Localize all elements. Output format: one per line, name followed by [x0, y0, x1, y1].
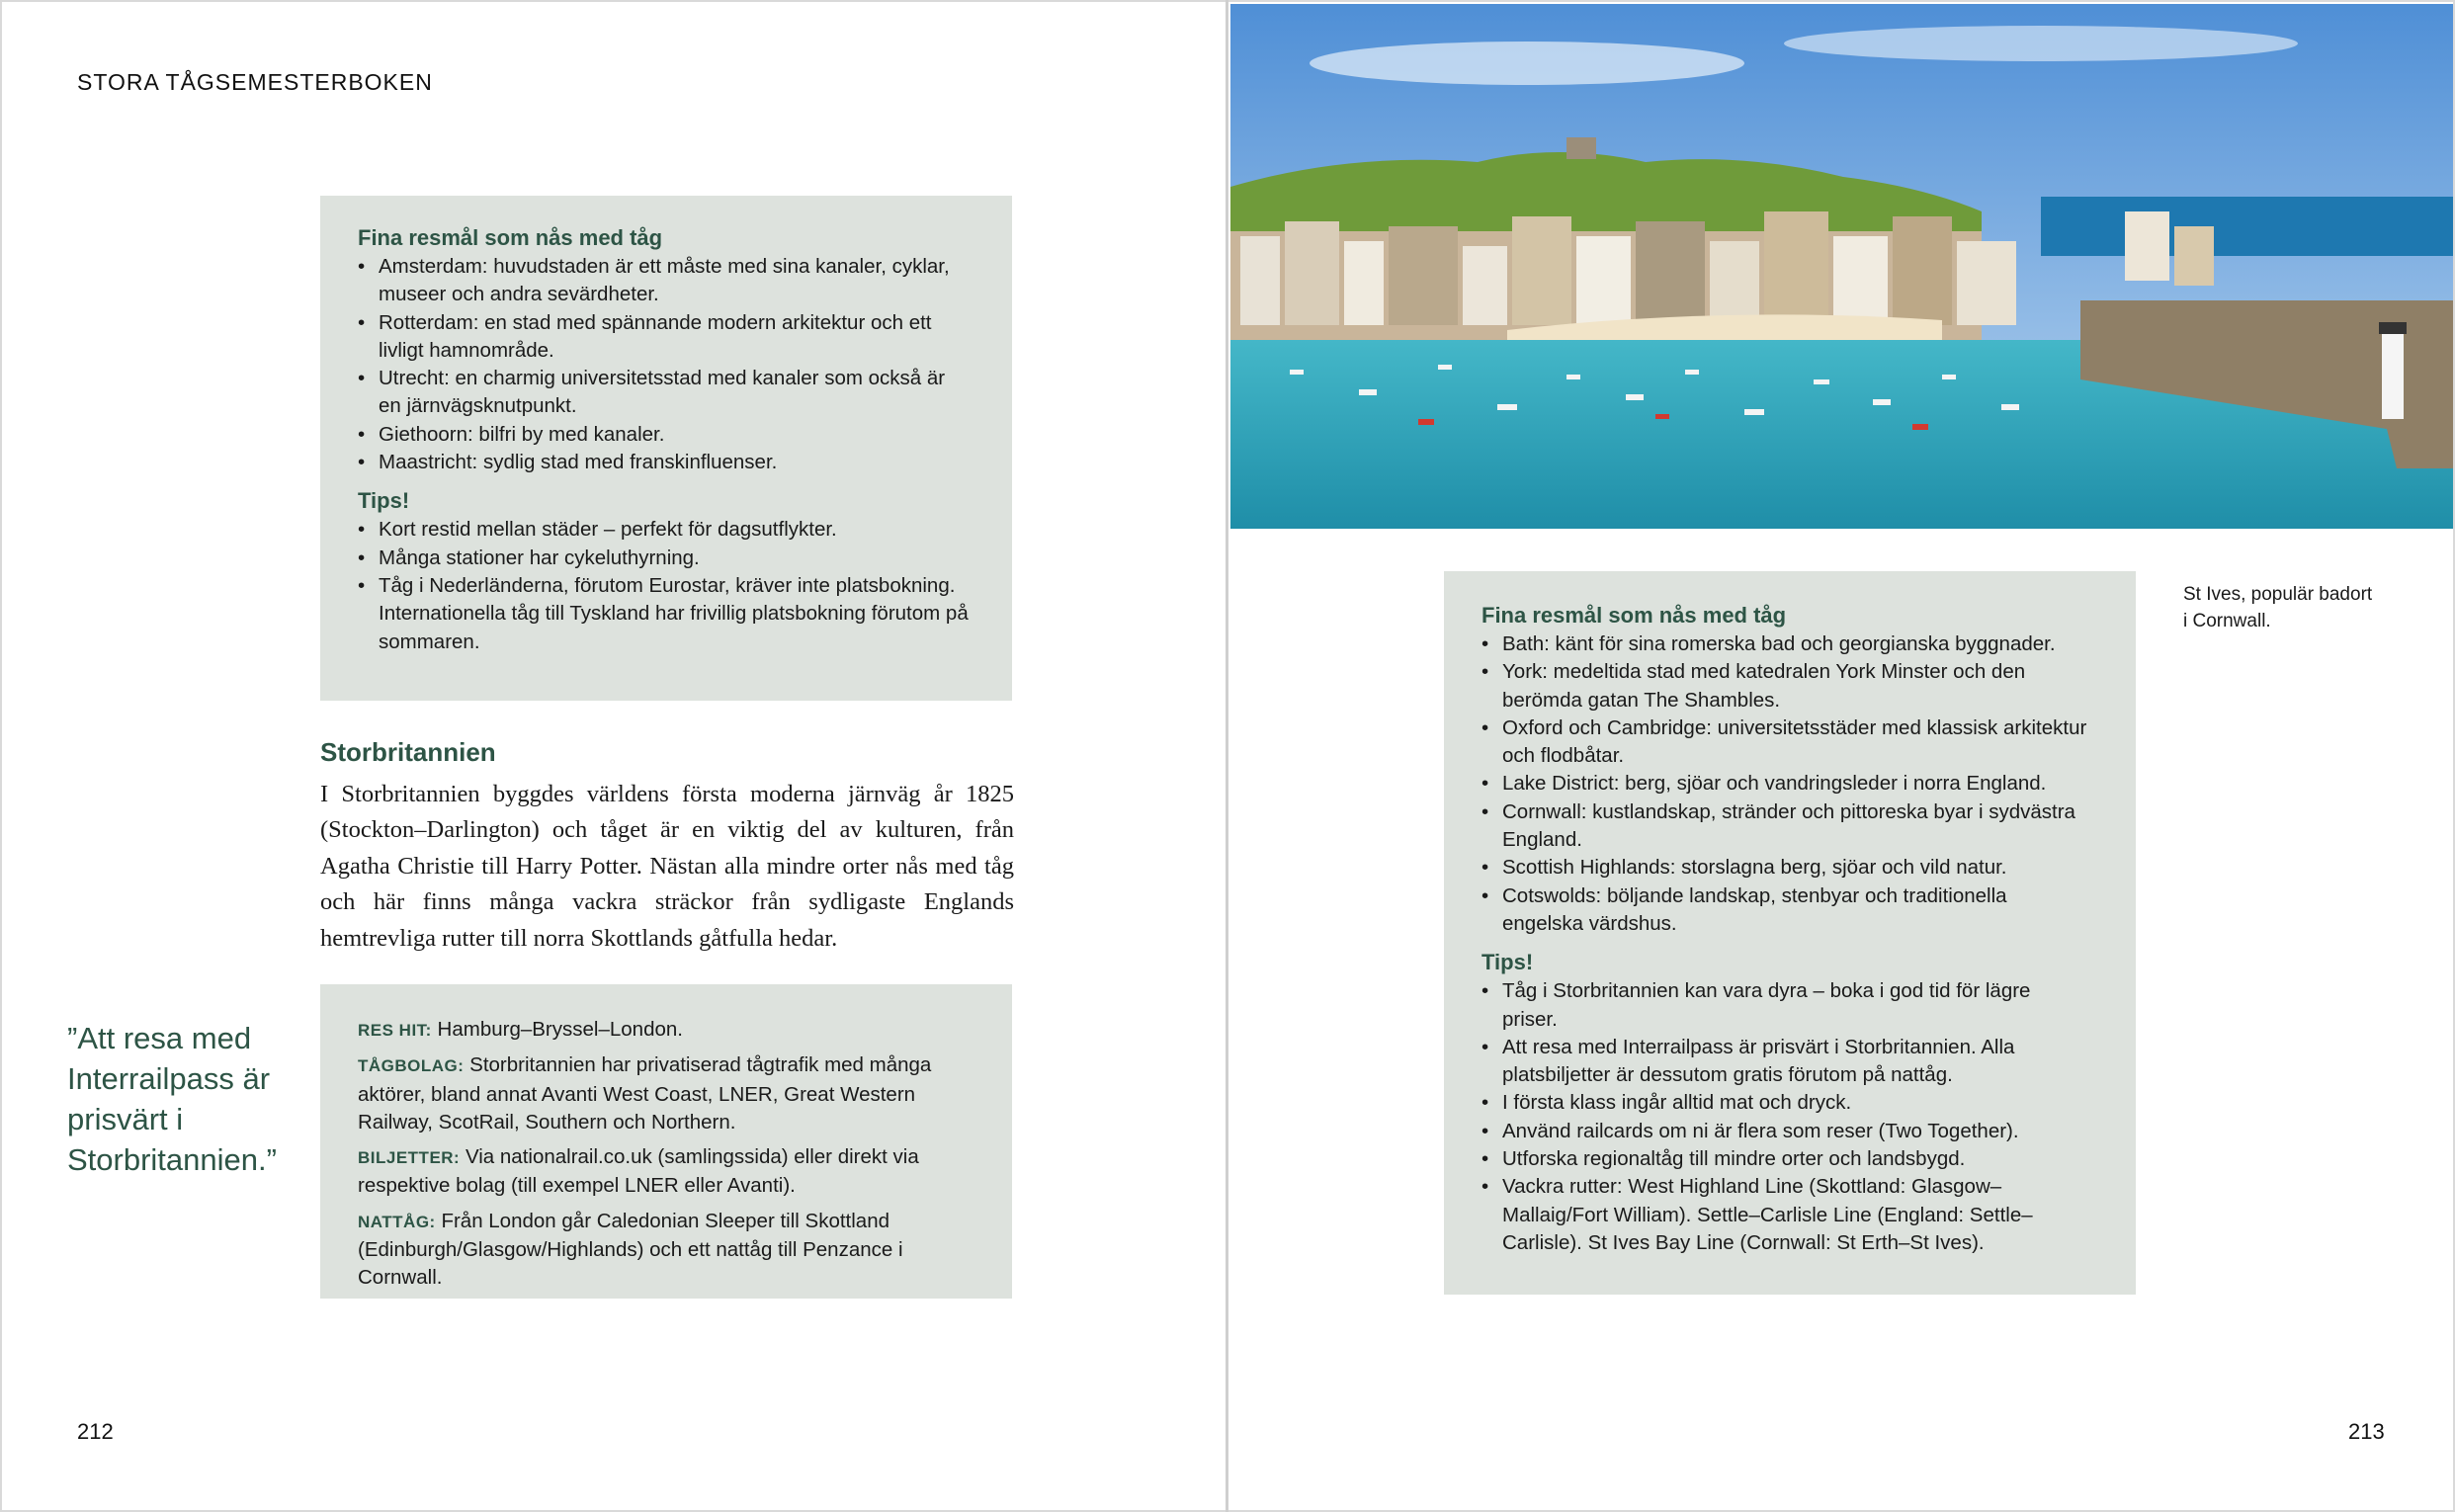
right-page — [1228, 0, 2455, 1512]
tips-list — [1481, 977, 2090, 1257]
list-item: • Bath: känt för sina romerska bad och georgianska byggnader. — [1481, 630, 2090, 658]
fact-label: RES HIT: — [358, 1021, 432, 1040]
list-item: • Kort restid mellan städer – perfekt för dagsutflykter. — [358, 516, 973, 544]
list-item: • Cornwall: kustlandskap, stränder och pittoreska byar i sydvästra England. — [1481, 798, 2090, 855]
list-item: • Vackra rutter: West Highland Line (Skottland: Glasgow–Mallaig/Fort William). Settle–Carlisle Line (England: Settle–Carlisle). St Ives Bay Line (Cornwall: St Erth–St Ives). — [1481, 1173, 2090, 1257]
list-item: • Oxford och Cambridge: universitetsstäder med klassisk arkitektur och flodbåtar. — [1481, 714, 2090, 771]
destinations-list — [358, 253, 973, 476]
destinations-list — [1481, 630, 2090, 938]
list-item: • Cotswolds: böljande landskap, stenbyar och traditionella engelska värdshus. — [1481, 882, 2090, 939]
list-item: • Giethoorn: bilfri by med kanaler. — [358, 421, 973, 449]
page-number: 212 — [77, 1419, 114, 1444]
fact-res-hit — [358, 1016, 973, 1045]
photo-caption: St Ives, populär badort i Cornwall. — [2183, 584, 2373, 631]
destinations-heading: Fina resmål som nås med tåg — [358, 225, 663, 250]
list-item: • Utforska regionaltåg till mindre orter och landsbygd. — [1481, 1145, 2090, 1173]
section-heading: Storbritannien — [320, 737, 496, 767]
list-item: • Lake District: berg, sjöar och vandringsleder i norra England. — [1481, 770, 2090, 798]
list-item: • I första klass ingår alltid mat och dryck. — [1481, 1089, 2090, 1117]
fact-label: TÅGBOLAG: — [358, 1056, 465, 1076]
list-item: • Amsterdam: huvudstaden är ett måste med sina kanaler, cyklar, museer och andra sevärdheter. — [358, 253, 973, 309]
st-ives-photo — [1230, 4, 2453, 529]
fact-value: Storbritannien har privatiserad tågtrafik med många aktörer, bland annat Avanti West Coast, LNER, Great Western Railway, ScotRail, Southern och Northern. — [358, 1053, 932, 1134]
list-item: • Att resa med Interrailpass är prisvärt i Storbritannien. Alla platsbiljetter är dessutom gratis förutom på nattåg. — [1481, 1034, 2090, 1090]
fact-nattag — [358, 1208, 973, 1293]
list-item: • Utrecht: en charmig universitetsstad med kanaler som också är en järnvägsknutpunkt. — [358, 365, 973, 421]
list-item: • Maastricht: sydlig stad med franskinfluenser. — [358, 449, 973, 476]
list-item: • Använd railcards om ni är flera som reser (Two Together). — [1481, 1118, 2090, 1145]
fact-value: Från London går Caledonian Sleeper till Skottland (Edinburgh/Glasgow/Highlands) och ett nattåg till Penzance i Cornwall. — [358, 1209, 903, 1290]
fact-label: BILJETTER: — [358, 1148, 461, 1168]
pull-quote: ”Att resa med Interrailpass är prisvärt i Storbritannien.” — [67, 1021, 277, 1177]
destinations-heading: Fina resmål som nås med tåg — [1481, 603, 1787, 628]
fact-value: Via nationalrail.co.uk (samlingssida) eller direkt via respektive bolag (till exempel LNER eller Avanti). — [358, 1145, 919, 1198]
running-head: STORA TÅGSEMESTERBOKEN — [77, 69, 433, 95]
list-item: • Tåg i Storbritannien kan vara dyra – boka i god tid för lägre priser. — [1481, 977, 2090, 1034]
list-item: • Scottish Highlands: storslagna berg, sjöar och vild natur. — [1481, 854, 2090, 882]
body-paragraph: I Storbritannien byggdes världens första moderna järnväg år 1825 (Stockton–Darlington) och tåget är en viktig del av kulturen, från Agatha Christie till Harry Potter. Nästan alla mindre orter nås med tåg och här finns många vackra sträckor från sydligaste Englands hemtrevliga rutter till norra Skottlands gåtfulla hedar. — [320, 781, 1014, 952]
left-page — [0, 0, 1227, 1512]
list-item: • Många stationer har cykeluthyrning. — [358, 545, 973, 572]
tips-list — [358, 516, 973, 655]
travel-facts-box — [320, 984, 1012, 1299]
list-item: • York: medeltida stad med katedralen York Minster och den berömda gatan The Shambles. — [1481, 658, 2090, 714]
fact-tagbolag — [358, 1051, 973, 1136]
uk-info-box — [1444, 571, 2136, 1295]
tips-heading: Tips! — [358, 488, 410, 514]
fact-value: Hamburg–Bryssel–London. — [437, 1018, 683, 1041]
harbour-illustration — [1230, 4, 2453, 529]
list-item: • Tåg i Nederländerna, förutom Eurostar, kräver inte platsbokning. Internationella tåg till Tyskland har frivillig platsbokning förutom på sommaren. — [358, 572, 973, 656]
list-item: • Rotterdam: en stad med spännande modern arkitektur och ett livligt hamnområde. — [358, 309, 973, 366]
netherlands-info-box — [320, 196, 1012, 701]
fact-label: NATTÅG: — [358, 1212, 436, 1231]
tips-heading: Tips! — [1481, 950, 1534, 975]
fact-biljetter — [358, 1143, 973, 1201]
page-number: 213 — [2348, 1419, 2385, 1444]
